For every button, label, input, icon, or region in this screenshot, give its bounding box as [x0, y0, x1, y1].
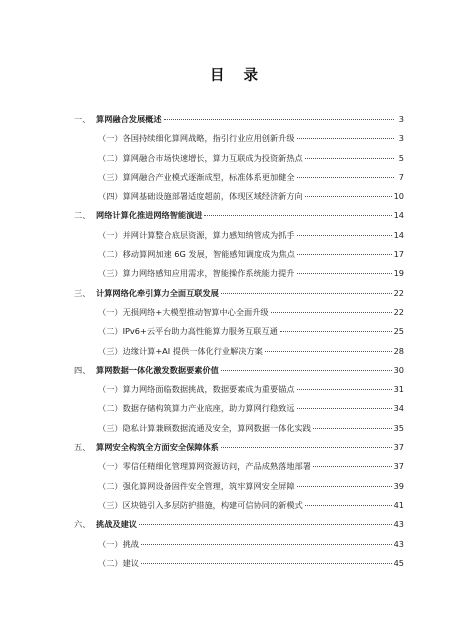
- toc-entry-number: 二、: [74, 210, 91, 221]
- toc-page-number: 37: [393, 442, 404, 453]
- toc-section-entry[interactable]: [74, 554, 404, 573]
- toc-page-number: 10: [393, 191, 404, 202]
- toc-entry-number: 三、: [74, 287, 91, 298]
- toc-page-number: 7: [398, 171, 404, 182]
- toc-section-entry[interactable]: [74, 322, 404, 341]
- toc-section-entry[interactable]: [74, 380, 404, 399]
- toc-dot-leader: [313, 466, 392, 467]
- toc-entry-label: （二）建议: [98, 557, 139, 568]
- toc-section-entry[interactable]: [74, 168, 404, 187]
- toc-entry-label: （一）挑战: [98, 538, 139, 549]
- toc-section-entry[interactable]: [74, 149, 404, 168]
- toc-dot-leader: [313, 428, 392, 429]
- toc-page-number: 14: [393, 210, 404, 221]
- toc-chapter-entry[interactable]: [74, 515, 404, 534]
- toc-section-entry[interactable]: [74, 399, 404, 418]
- toc-dot-leader: [297, 254, 392, 255]
- toc-entry-label: 算网融合发展概述: [96, 114, 162, 124]
- toc-dot-leader: [204, 215, 391, 216]
- toc-section-entry[interactable]: [74, 496, 404, 515]
- toc-entry-label: 网络计算化推进网络智能演进: [96, 210, 203, 221]
- toc-page-number: 19: [393, 268, 404, 279]
- toc-chapter-entry[interactable]: [74, 206, 404, 225]
- toc-entry-label: 算网安全构筑全方面安全保障体系: [96, 442, 219, 453]
- toc-dot-leader: [297, 408, 392, 409]
- toc-section-entry[interactable]: [74, 187, 404, 206]
- toc-entry-label: 算网数据一体化激发数据要素价值: [96, 364, 219, 375]
- toc-dot-leader: [297, 177, 394, 178]
- toc-page-number: 39: [393, 480, 404, 491]
- page-title: 目 录: [209, 67, 266, 84]
- toc-entry-label: （三）算力网络感知应用需求，智能操作系统能力提升: [98, 268, 295, 279]
- toc-chapter-entry[interactable]: [74, 110, 404, 129]
- toc-chapter-entry[interactable]: [74, 284, 404, 303]
- toc-entry-number: 六、: [74, 519, 91, 530]
- toc-page-number: 43: [393, 538, 404, 549]
- toc-dot-leader: [305, 505, 392, 506]
- toc-section-entry[interactable]: [74, 477, 404, 496]
- toc-section-entry[interactable]: [74, 457, 404, 476]
- toc-dot-leader: [221, 370, 392, 371]
- toc-page-number: 17: [393, 249, 404, 260]
- toc-entry-label: 计算网络化牵引算力全面互联发展: [96, 287, 219, 298]
- toc-section-entry[interactable]: [74, 129, 404, 148]
- toc-page-number: 5: [398, 152, 404, 163]
- toc-dot-leader: [221, 293, 392, 294]
- toc-entry-label: （一）零信任精细化管理算网资源访问，产品成熟落地部署: [98, 461, 311, 472]
- toc-entry-label: （三）区块链引入多层防护措施，构建可信协同的新模式: [98, 499, 303, 510]
- toc-dot-leader: [271, 312, 392, 313]
- toc-entry-number: 一、: [74, 114, 91, 124]
- toc-page-number: 43: [393, 519, 404, 530]
- toc-page-number: 22: [393, 287, 404, 298]
- toc-page-number: 22: [393, 306, 404, 317]
- toc-dot-leader: [297, 389, 392, 390]
- toc-entry-label: 挑战及建议: [96, 519, 137, 530]
- toc-dot-leader: [297, 235, 392, 236]
- toc-dot-leader: [141, 544, 392, 545]
- toc-page-number: 35: [393, 422, 404, 433]
- toc-entry-label: （二）移动算网加速 6G 发展，智能感知调度成为焦点: [98, 249, 295, 260]
- toc-entry-label: （三）边缘计算+AI 提供一体化行业解决方案: [98, 345, 263, 356]
- toc-entry-label: （二）强化算网设备固件安全管理，筑牢算网安全屏障: [98, 480, 295, 491]
- toc-section-entry[interactable]: [74, 342, 404, 361]
- toc-dot-leader: [297, 486, 392, 487]
- toc-entry-number: 五、: [74, 442, 91, 453]
- toc-page-number: 30: [393, 364, 404, 375]
- toc-section-entry[interactable]: [74, 245, 404, 264]
- toc-entry-label: （二）数据存储构筑算力产业底座，助力算网行稳致远: [98, 403, 295, 414]
- toc-entry-label: （二）IPv6+云平台助力高性能算力服务互联互通: [98, 326, 278, 337]
- toc-dot-leader: [265, 351, 392, 352]
- toc-entry-label: （四）算网基础设施部署适度超前，体现区域经济新方向: [98, 191, 303, 202]
- toc-page-number: 25: [393, 326, 404, 337]
- toc-entry-label: （一）无损网络+大模型推动智算中心全面升级: [98, 306, 269, 317]
- toc-page-number: 45: [393, 557, 404, 568]
- toc-dot-leader: [297, 138, 394, 139]
- toc-chapter-entry[interactable]: [74, 438, 404, 457]
- toc-dot-leader: [297, 273, 392, 274]
- toc-page-number: 31: [393, 384, 404, 395]
- toc-entry-label: （一）算力网络面临数据挑战，数据要素成为重要锚点: [98, 384, 295, 395]
- toc-page-number: 14: [393, 229, 404, 240]
- toc-dot-leader: [141, 563, 392, 564]
- toc-chapter-entry[interactable]: [74, 361, 404, 380]
- toc-section-entry[interactable]: [74, 264, 404, 283]
- toc-dot-leader: [164, 119, 394, 120]
- toc-page-number: 37: [393, 461, 404, 472]
- toc-page-number: 34: [393, 403, 404, 414]
- toc-entry-label: （三）隐私计算兼顾数据流通及安全，算网数据一体化实践: [98, 422, 311, 433]
- toc-section-entry[interactable]: [74, 226, 404, 245]
- toc-dot-leader: [305, 158, 394, 159]
- toc-page-number: 3: [398, 114, 404, 124]
- toc-section-entry[interactable]: [74, 303, 404, 322]
- toc-entry-label: （一）各国持续细化算网战略，指引行业应用创新升级: [98, 133, 295, 144]
- toc-section-entry[interactable]: [74, 535, 404, 554]
- toc-section-entry[interactable]: [74, 419, 404, 438]
- toc-entry-label: （一）并网计算整合底层资源，算力感知纳管成为抓手: [98, 229, 295, 240]
- toc-dot-leader: [139, 524, 392, 525]
- toc-dot-leader: [221, 447, 392, 448]
- toc-page-number: 41: [393, 499, 404, 510]
- toc-dot-leader: [305, 196, 392, 197]
- toc-entry-label: （三）算网融合产业模式逐渐成型，标准体系更加健全: [98, 171, 295, 182]
- toc-dot-leader: [280, 331, 392, 332]
- table-of-contents: [74, 110, 404, 573]
- toc-entry-number: 四、: [74, 364, 91, 375]
- toc-page-number: 28: [393, 345, 404, 356]
- toc-page-number: 3: [398, 133, 404, 144]
- toc-entry-label: （二）算网融合市场快速增长，算力互联成为投资新热点: [98, 152, 303, 163]
